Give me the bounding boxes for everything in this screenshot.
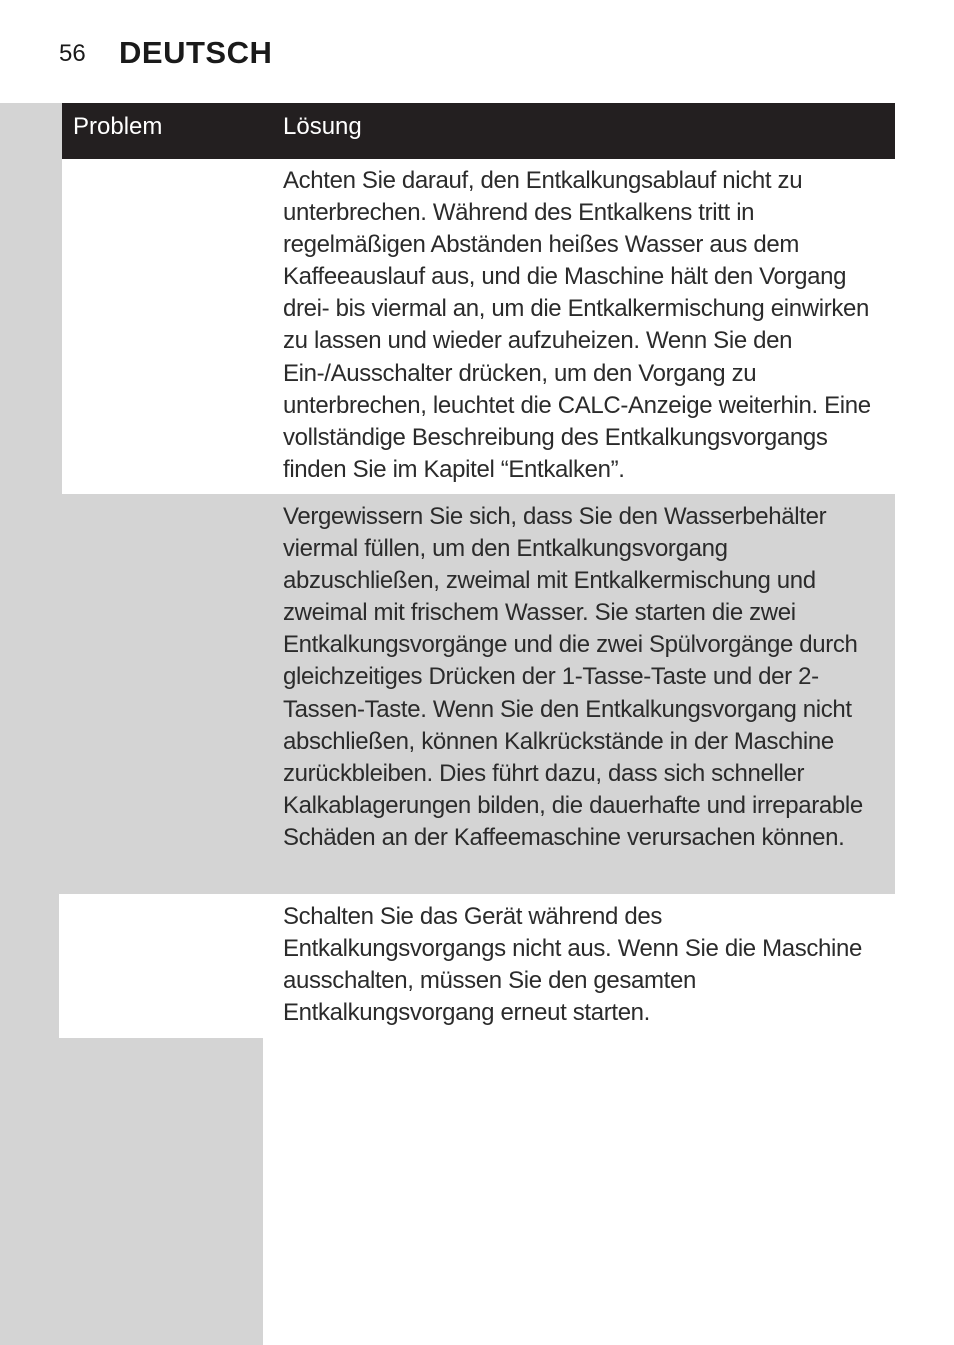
solution-cell: Vergewissern Sie sich, dass Sie den Wasserbehälter viermal füllen, um den Entkalkungsvorgang abzuschließen, zweimal mit Entkalkermischung und zweimal mit frischem Wasser. Sie starten die zwei Entkalkungsvorgänge und die zwei Spülvorgänge durch gleichzeitiges Drücken der 1-Tasse-Taste und der 2-Tassen-Taste. Wenn Sie den Entkalkungsvorgang nicht abschließen, können Kalkrückstände in der Maschine zurückbleiben. Dies führt dazu, dass sich schneller Kalkablagerungen bilden, die dauerhafte und irreparable Schäden an der Kaffeemaschine verursachen können.: [283, 503, 863, 851]
table-row: [59, 894, 895, 1038]
problem-cell: [59, 894, 269, 1038]
table-row: [62, 159, 895, 494]
header-problem: Problem: [73, 113, 163, 140]
troubleshooting-table: [62, 103, 895, 1038]
page-number: 56: [59, 40, 86, 67]
table-row: [62, 494, 895, 894]
page-title: DEUTSCH: [119, 35, 273, 70]
solution-cell: Schalten Sie das Gerät während des Entkalkungsvorgangs nicht aus. Wenn Sie die Maschine ausschalten, müssen Sie den gesamten Entkalkungsvorgang erneut starten.: [283, 903, 863, 1027]
problem-cell: [62, 494, 272, 894]
solution-cell: Achten Sie darauf, den Entkalkungsablauf nicht zu unterbrechen. Während des Entkalkens tritt in regelmäßigen Abständen heißes Wasser aus dem Kaffeeauslauf aus, und die Maschine hält den Vorgang drei- bis viermal an, um die Entkalkermischung einwirken zu lassen und wieder aufzuheizen. Wenn Sie den Ein-/Ausschalter drücken, um den Vorgang zu unterbrechen, leuchtet die CALC-Anzeige weiterhin. Eine vollständige Beschreibung des Entkalkungsvorgangs finden Sie im Kapitel “Entkalken”.: [283, 167, 871, 483]
problem-cell: [62, 159, 272, 494]
table-header: [62, 103, 895, 159]
header-solution: Lösung: [283, 113, 362, 140]
